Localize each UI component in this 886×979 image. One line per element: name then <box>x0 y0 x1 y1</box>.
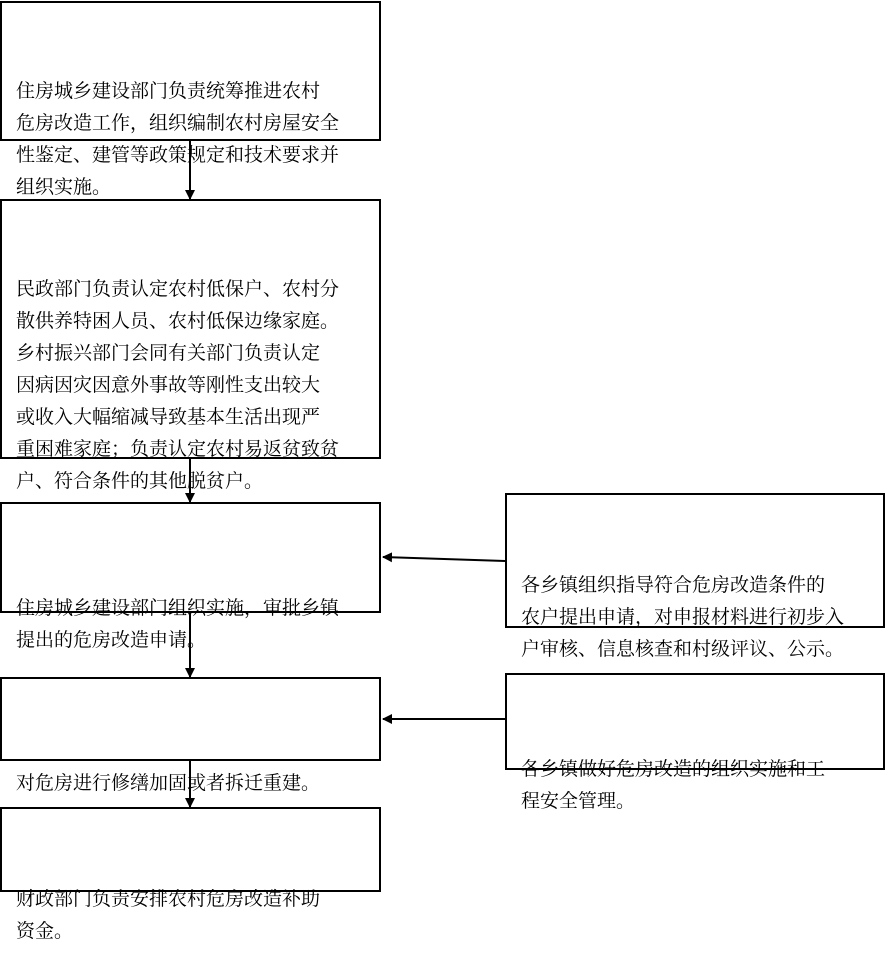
step1-text: 住房城乡建设部门负责统筹推进农村 危房改造工作，组织编制农村房屋安全 性鉴定、建管等政策规定和技术要求并 组织实施。 <box>16 80 340 198</box>
step1-housing-department-box <box>0 1 381 198</box>
step3-text: 住房城乡建设部门组织实施，审批乡镇 提出的危房改造申请。 <box>16 597 340 651</box>
step2-text: 民政部门负责认定农村低保户、农村分 散供养特困人员、农村低保边缘家庭。 乡村振兴部门会同有关部门负责认定 因病因灾因意外事故等刚性支出较大 或收入大幅缩减导致基本生活出现严 重困难家庭；负责认定农村易返贫致贫 户、符合条件的其他脱贫户。 <box>16 278 340 492</box>
step5-finance-box <box>0 807 381 942</box>
step2-civil-affairs-box <box>0 199 381 492</box>
side1-township-application-box <box>505 493 885 660</box>
side2-text: 各乡镇做好危房改造的组织实施和工 程安全管理。 <box>521 758 826 812</box>
step5-text: 财政部门负责安排农村危房改造补助 资金。 <box>16 888 321 942</box>
side1-text: 各乡镇组织指导符合危房改造条件的 农户提出申请，对申报材料进行初步入 户审核、信息核查和村级评议、公示。 <box>521 574 845 660</box>
step4-renovation-box <box>0 677 381 794</box>
step4-text: 对危房进行修缮加固或者拆迁重建。 <box>16 772 321 794</box>
arrow-side1-to-step3 <box>383 557 505 561</box>
step3-approval-box <box>0 502 381 651</box>
side2-township-management-box <box>505 673 885 812</box>
